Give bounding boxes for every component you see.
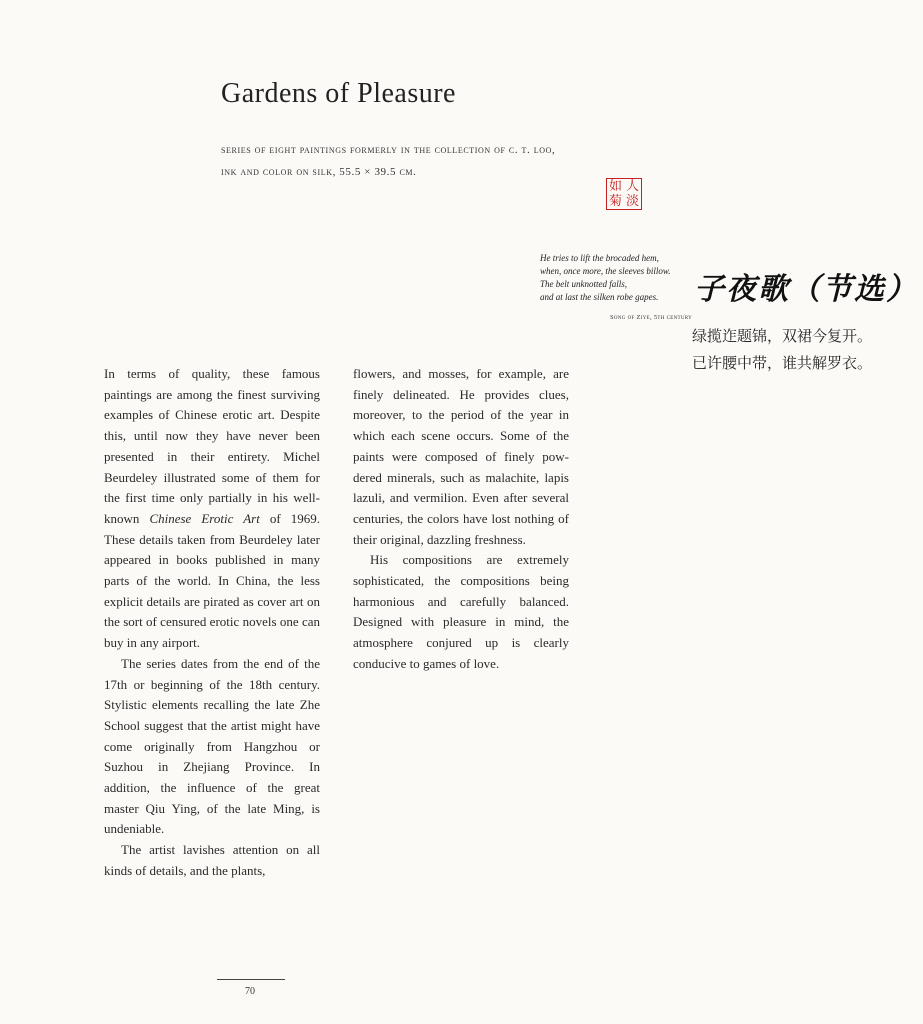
chinese-poem-line-2: 已许腰中带，谁共解罗衣。 <box>692 354 873 372</box>
page-title: Gardens of Pleasure <box>221 78 456 109</box>
body-column-right <box>353 364 569 675</box>
seal-char: 菊 <box>608 194 622 209</box>
poem-line: when, once more, the sleeves billow. <box>540 266 671 276</box>
red-seal-stamp <box>606 178 642 210</box>
page-number: 70 <box>245 986 255 997</box>
book-title: Chinese Erotic Art <box>149 510 260 526</box>
chinese-poem-title: 子夜歌（节选） <box>694 272 918 307</box>
paragraph: His compositions are extremely sophisticated, the compositions being harmonious and carefully balanced. Designed with pleasure in mind, the atmosphere conjured up is clearly conducive to games of love. <box>353 552 569 671</box>
chinese-poem-text <box>692 323 872 377</box>
poem-source: Song of Ziye, 5th century <box>610 314 693 321</box>
footer-rule <box>217 979 285 980</box>
poem-line: He tries to lift the brocaded hem, <box>540 253 659 263</box>
subtitle <box>221 139 661 183</box>
paragraph: The series dates from the end of the 17th or beginning of the 18th century. Stylistic elements recalling the late Zhe School suggest that the artist might have come originally from Hangzhou or Suzhou in Zhejiang Province. In addition, the influence of the great master Qiu Ying, of the late Ming, is undeniable. <box>104 655 320 837</box>
seal-char: 淡 <box>625 194 639 209</box>
paragraph: flowers, and mosses, for example, are finely delineated. He provides clues, moreover, to the period of the year in which each scene occurs. Some of the paints were composed of finely powdered minerals, such as malachite, lapis lazuli, and vermilion. Even after several centuries, the colors have lost nothing of their original, dazzling freshness. <box>353 366 569 547</box>
chinese-poem-line-1: 绿揽迮题锦，双裙今复开。 <box>692 327 873 345</box>
subtitle-line-2: ink and color on silk, 55.5 × 39.5 cm. <box>221 166 417 178</box>
seal-char: 人 <box>625 179 639 194</box>
body-column-left <box>104 364 320 882</box>
subtitle-line-1: series of eight paintings formerly in the collection of c. t. loo, <box>221 144 556 156</box>
poem-excerpt <box>540 252 700 304</box>
poem-line: and at last the silken robe gapes. <box>540 292 659 302</box>
paragraph: The artist lavishes attention on all kinds of details, and the plants, <box>104 842 320 878</box>
paragraph: In terms of quality, these famous paintings are among the finest surviving examples of Chinese erotic art. Despite this, until now they have never been presented in their entirety. Michel Beurdeley illustrated some of them for the first time only partially in his well-known Chinese Erotic Art of 1969. These details taken from Beurdeley later appeared in books published in many parts of the world. In China, the less explicit details are pirated as cover art on the sort of censured erotic novels one can buy in any airport. <box>104 366 320 651</box>
poem-line: The belt unknotted falls, <box>540 279 627 289</box>
seal-char: 如 <box>608 179 622 194</box>
